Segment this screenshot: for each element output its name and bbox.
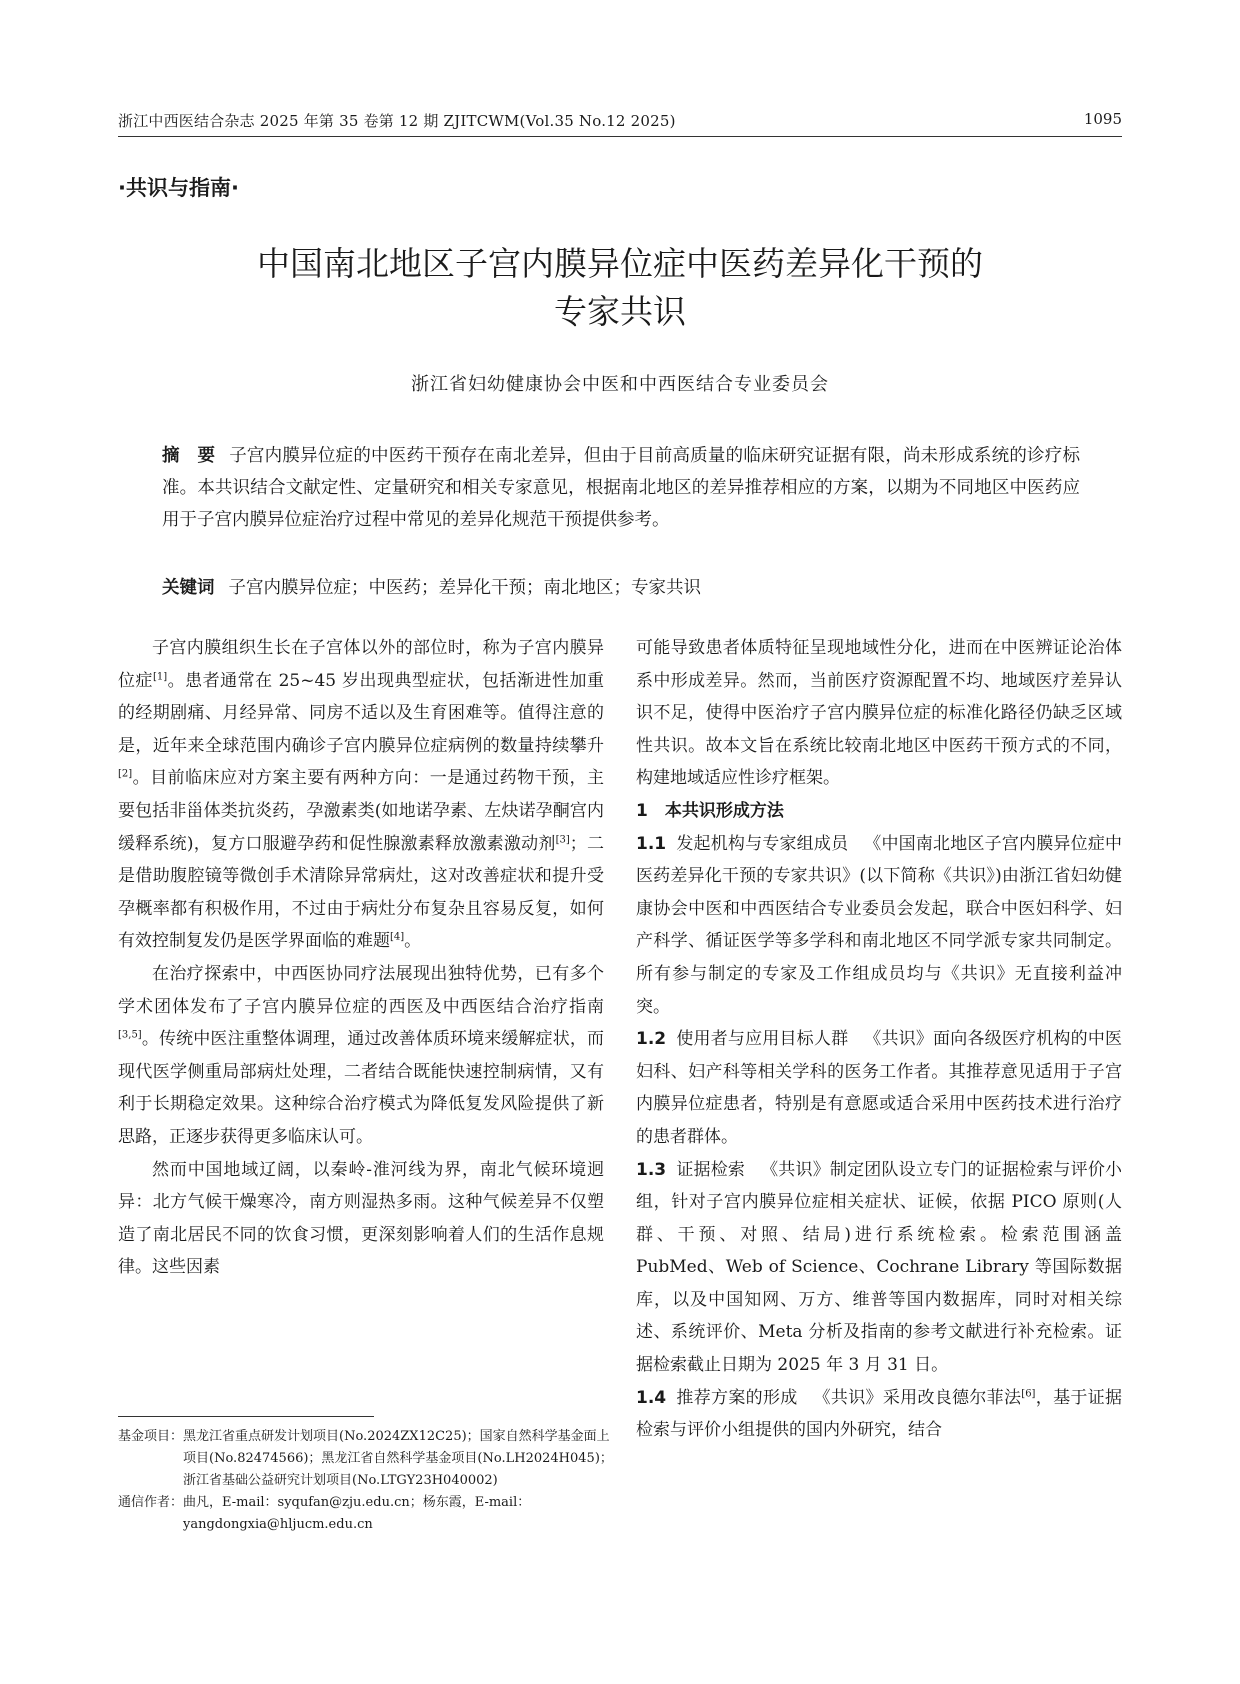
text-run: 子宫内膜组织生长在子宫体以外的部位时，称为子宫内膜异位症 <box>118 638 604 691</box>
footnotes <box>118 1426 616 1536</box>
page-number: 1095 <box>1083 110 1122 128</box>
citation[interactable]: [1] <box>153 670 168 682</box>
subsection-number: 1.3 <box>636 1159 667 1180</box>
correspondence-text: 曲凡，E-mail：syqufan@zju.edu.cn；杨东霞，E-mail：yangdongxia@hljucm.edu.cn <box>183 1495 531 1532</box>
text-run: ，基于证据检索与评价小组提供的国内外研究，结合 <box>636 1387 1123 1441</box>
text-run: 《共识》采用改良德尔菲法 <box>813 1387 1022 1408</box>
footnote-rule <box>118 1416 374 1417</box>
text-run: 。 <box>404 931 422 952</box>
subsection-title: 推荐方案的形成 <box>676 1387 798 1408</box>
citation[interactable]: [4] <box>390 931 405 943</box>
text-run: 《共识》面向各级医疗机构的中医妇科、妇产科等相关学科的医务工作者。其推荐意见适用于子宫内膜异位症患者，特别是有意愿或适合采用中医药技术进行治疗的患者群体。 <box>636 1029 1123 1147</box>
subsection-1-3 <box>636 1154 1122 1382</box>
subsection-number: 1.1 <box>636 833 667 854</box>
text-run: 《共识》制定团队设立专门的证据检索与评价小组，针对子宫内膜异位症相关症状、证候，依据 PICO 原则(人群、干预、对照、结局)进行系统检索。检索范围涵盖 PubMed、Web of Science、Cochrane Library 等国际数据库，以及中国知网、万方、维普等国内数据库，同时对相关综述、系统评价、Meta 分析及指南的参考文献进行补充检索。证据检索截止日期为 2025 年 3 月 31 日。 <box>636 1159 1123 1376</box>
text-run: 。目前临床应对方案主要有两种方向：一是通过药物干预，主要包括非甾体类抗炎药，孕激素类(如地诺孕素、左炔诺孕酮宫内缓释系统)，复方口服避孕药和促性腺激素释放激素激动剂 <box>118 768 604 854</box>
subsection-1-4 <box>636 1382 1122 1447</box>
left-column <box>118 632 604 1284</box>
subsection-title: 发起机构与专家组成员 <box>676 833 849 854</box>
text-run: 。患者通常在 25~45 岁出现典型症状，包括渐进性加重的经期剧痛、月经异常、同房不适以及生育困难等。值得注意的是，近年来全球范围内确诊子宫内膜异位症病例的数量持续攀升 <box>118 670 604 756</box>
subsection-1-1 <box>636 828 1122 1024</box>
subsection-number: 1.2 <box>636 1029 667 1050</box>
subsection-title: 证据检索 <box>676 1159 746 1180</box>
citation[interactable]: [3,5] <box>118 1029 142 1041</box>
keywords-label: 关键词 <box>162 578 215 598</box>
title-line-1: 中国南北地区子宫内膜异位症中医药差异化干预的 <box>257 244 983 283</box>
paragraph <box>118 958 604 1154</box>
keywords-text: 子宫内膜异位症；中医药；差异化干预；南北地区；专家共识 <box>228 578 701 598</box>
title-line-2: 专家共识 <box>554 292 686 331</box>
citation[interactable]: [2] <box>118 768 133 780</box>
subsection-title: 使用者与应用目标人群 <box>676 1029 849 1050</box>
text-run: ；二是借助腹腔镜等微创手术清除异常病灶，这对改善症状和提升受孕概率都有积极作用，不过由于病灶分布复杂且容易反复，如何有效控制复发仍是医学界面临的难题 <box>118 833 604 952</box>
funding-text: 黑龙江省重点研发计划项目(No.2024ZX12C25)；国家自然科学基金面上项目(No.82474566)；黑龙江省自然科学基金项目(No.LH2024H045)；浙江省基础公益研究计划项目(No.LTGY23H040002) <box>183 1429 613 1488</box>
article-title <box>118 240 1122 336</box>
correspondence-note <box>118 1492 616 1536</box>
subsection-1-2 <box>636 1023 1122 1153</box>
text-run: 《中国南北地区子宫内膜异位症中医药差异化干预的专家共识》(以下简称《共识》)由浙江省妇幼健康协会中医和中西医结合专业委员会发起，联合中医妇科学、妇产科学、循证医学等多学科和南北地区不同学派专家共同制定。所有参与制定的专家及工作组成员均与《共识》无直接利益冲突。 <box>636 833 1123 1017</box>
funding-note <box>118 1426 616 1492</box>
paragraph: 可能导致患者体质特征呈现地域性分化，进而在中医辨证论治体系中形成差异。然而，当前医疗资源配置不均、地域医疗差异认识不足，使得中医治疗子宫内膜异位症的标准化路径仍缺乏区域性共识。故本文旨在系统比较南北地区中医药干预方式的不同，构建地域适应性诊疗框架。 <box>636 638 1122 789</box>
abstract-label: 摘 要 <box>162 446 216 466</box>
paragraph: 然而中国地域辽阔，以秦岭-淮河线为界，南北气候环境迥异：北方气候干燥寒冷，南方则湿热多雨。这种气候差异不仅塑造了南北居民不同的饮食习惯，更深刻影响着人们的生活作息规律。这些因素 <box>118 1159 604 1278</box>
funding-label: 基金项目： <box>118 1429 184 1444</box>
text-run: 在治疗探索中，中西医协同疗法展现出独特优势，已有多个学术团体发布了子宫内膜异位症的西医及中西医结合治疗指南 <box>118 963 604 1017</box>
abstract <box>162 440 1080 536</box>
section-heading: 1 本共识形成方法 <box>636 800 784 821</box>
citation[interactable]: [3] <box>555 833 570 845</box>
citation[interactable]: [6] <box>1021 1388 1036 1399</box>
abstract-text: 子宫内膜异位症的中医药干预存在南北差异，但由于目前高质量的临床研究证据有限，尚未形成系统的诊疗标准。本共识结合文献定性、定量研究和相关专家意见，根据南北地区的差异推荐相应的方案，以期为不同地区中医药应用于子宫内膜异位症治疗过程中常见的差异化规范干预提供参考。 <box>162 446 1081 530</box>
right-column <box>636 632 1122 1447</box>
paragraph <box>118 632 604 958</box>
header-rule <box>118 136 1122 137</box>
section-tag: ·共识与指南· <box>118 176 239 200</box>
subsection-number: 1.4 <box>636 1387 667 1408</box>
text-run: 。传统中医注重整体调理，通过改善体质环境来缓解症状，而现代医学侧重局部病灶处理，二者结合既能快速控制病情，又有利于长期稳定效果。这种综合治疗模式为降低复发风险提供了新思路，正逐步获得更多临床认可。 <box>118 1029 604 1147</box>
keywords <box>162 572 1080 604</box>
correspondence-label: 通信作者： <box>118 1495 184 1510</box>
running-head: 浙江中西医结合杂志 2025 年第 35 卷第 12 期 ZJITCWM(Vol.35 No.12 2025) <box>118 112 676 130</box>
author-affiliation: 浙江省妇幼健康协会中医和中西医结合专业委员会 <box>411 374 829 395</box>
